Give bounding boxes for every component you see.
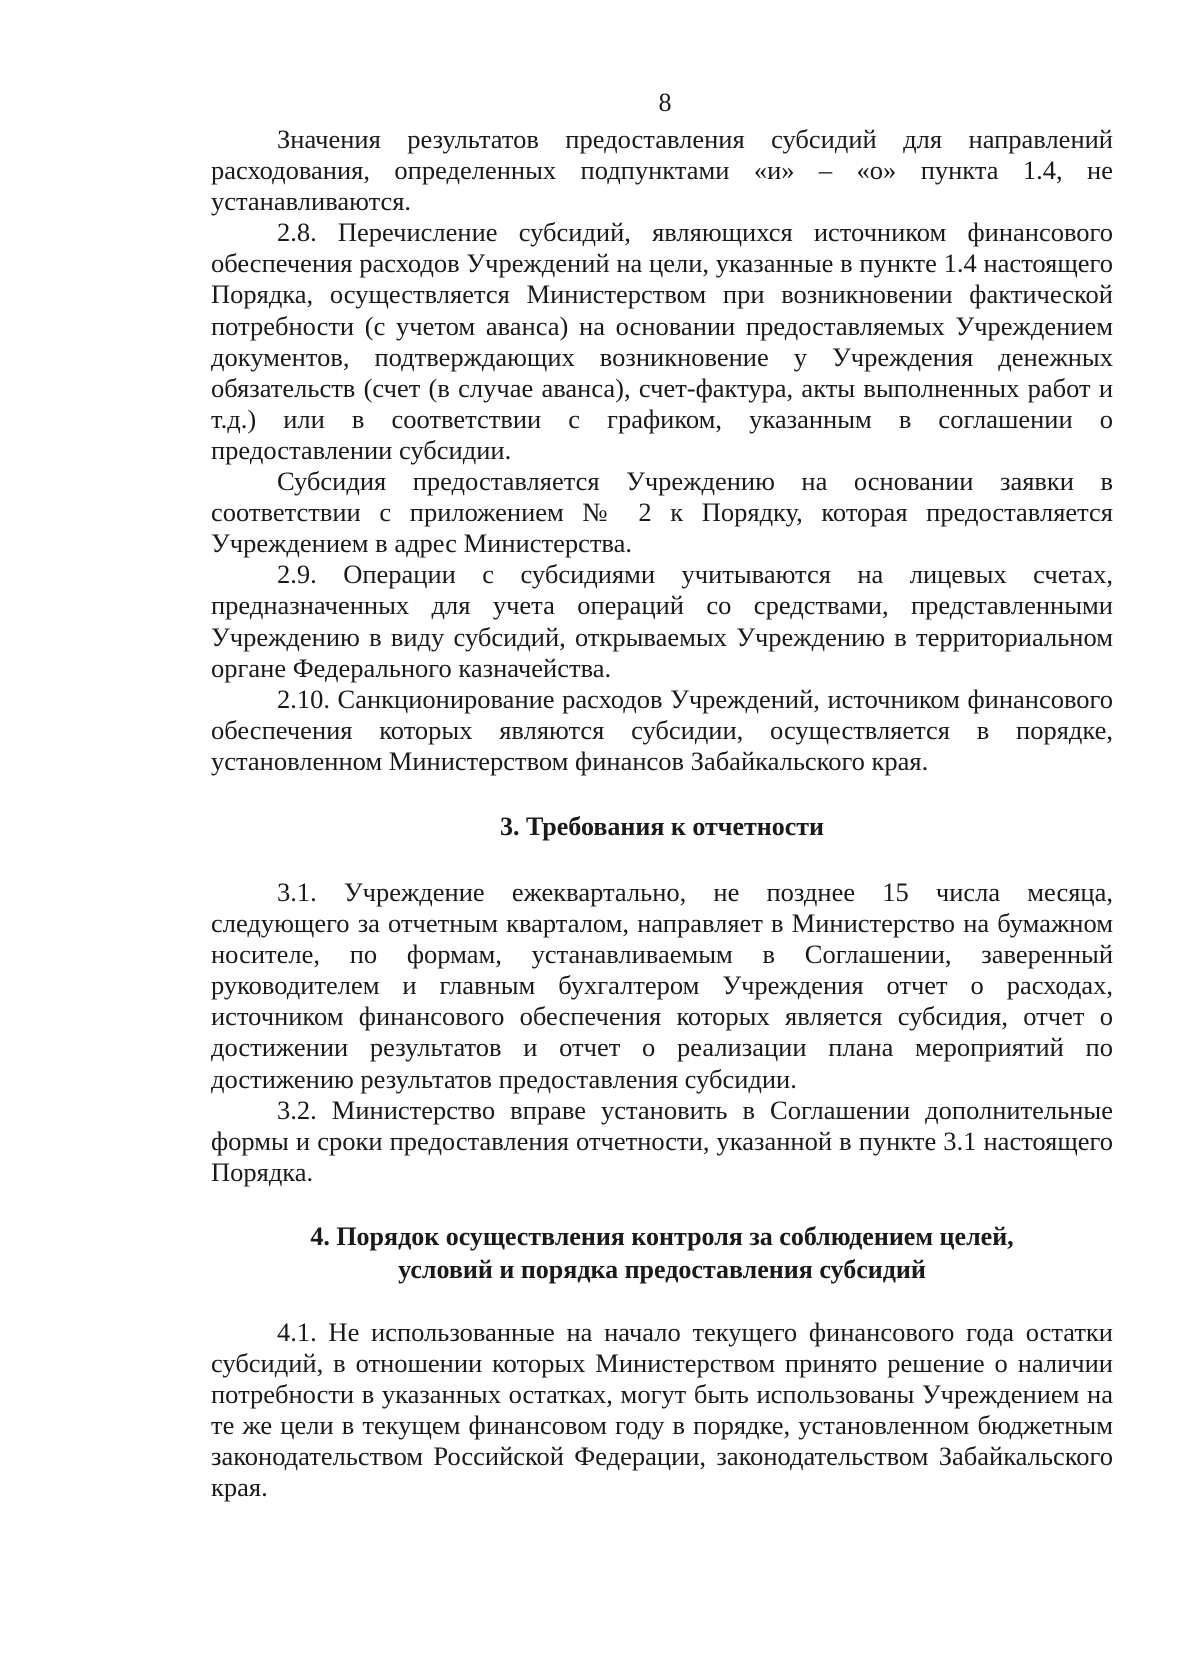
page-number: 8 [658,88,672,117]
section-3-heading [211,810,1113,843]
section-3-heading-text: 3. Требования к отчетности [499,811,825,841]
section-4-heading-line-1: 4. Порядок осуществления контроля за соблюдением целей, [310,1221,1014,1251]
paragraph-2-9: 2.9. Операции с субсидиями учитываются на лицевых счетах, предназначенных для учета операций со средствами, представленными Учреждению в виду субсидий, открываемых Учреждению в территориальном органе Федерального казначейства. [211,559,1113,683]
section-4-heading-line-2: условий и порядка предоставления субсидий [398,1254,926,1284]
section-4-heading [211,1220,1113,1286]
paragraph-4-1: 4.1. Не использованные на начало текущего финансового года остатки субсидий, в отношении которых Министерством принято решение о наличии потребности в указанных остатках, могут быть использованы Учреждением на те же цели в текущем финансовом году в порядке, установленном бюджетным законодательством Российской Федерации, законодательством Забайкальского края. [211,1316,1113,1503]
paragraph-3-1: 3.1. Учреждение ежеквартально, не позднее 15 числа месяца, следующего за отчетным кварталом, направляет в Министерство на бумажном носителе, по формам, устанавливаемым в Соглашении, заверенный руководителем и главным бухгалтером Учреждения отчет о расходах, источником финансового обеспечения которых является субсидия, отчет о достижении результатов и отчет о реализации плана мероприятий по достижению результатов предоставления субсидии. [211,876,1113,1094]
paragraph-results-values: Значения результатов предоставления субсидий для направлений расходования, определенных подпунктами «и» – «о» пункта 1.4, не устанавливаются. [211,124,1113,217]
paragraph-subsidy-application: Субсидия предоставляется Учреждению на основании заявки в соответствии с приложением № 2 к Порядку, которая предоставляется Учреждением в адрес Министерства. [211,466,1113,559]
paragraph-3-2: 3.2. Министерство вправе установить в Соглашении дополнительные формы и сроки предоставления отчетности, указанной в пункте 3.1 настоящего Порядка. [211,1094,1113,1187]
paragraph-2-8: 2.8. Перечисление субсидий, являющихся источником финансового обеспечения расходов Учреждений на цели, указанные в пункте 1.4 настоящего Порядка, осуществляется Министерством при возникновении фактической потребности (с учетом аванса) на основании предоставляемых Учреждением документов, подтверждающих возникновение у Учреждения денежных обязательств (счет (в случае аванса), счет-фактура, акты выполненных работ и т.д.) или в соответствии с графиком, указанным в соглашении о предоставлении субсидии. [211,217,1113,465]
document-body [211,124,1113,1503]
paragraph-2-10: 2.10. Санкционирование расходов Учреждений, источником финансового обеспечения которых являются субсидии, осуществляется в порядке, установленном Министерством финансов Забайкальского края. [211,683,1113,776]
